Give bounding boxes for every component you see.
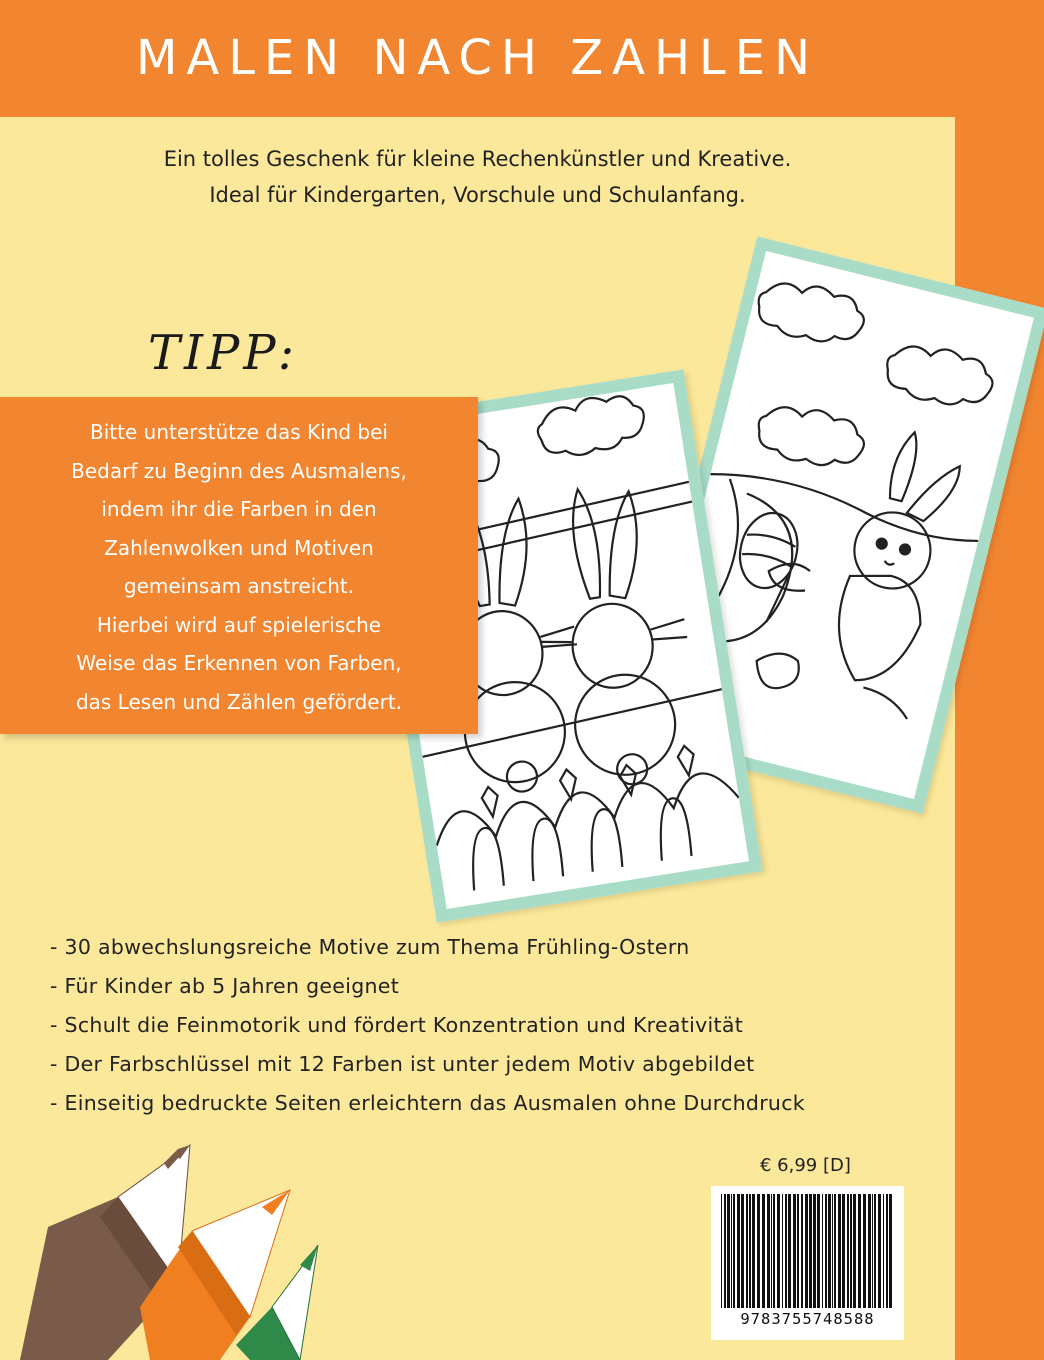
barcode-bar [788,1194,791,1308]
barcode-bar [721,1194,722,1308]
barcode-bar [731,1194,732,1308]
barcode-bar [834,1194,836,1308]
barcode-bar [842,1194,845,1308]
barcode-bar [782,1194,783,1308]
barcode-bar [878,1194,881,1308]
barcode-bar [868,1194,871,1308]
barcode-bar [889,1194,892,1308]
barcode-bar [817,1194,820,1308]
barcode-bar [749,1194,751,1308]
barcode-bar [767,1194,770,1308]
barcode-bar [858,1194,861,1308]
price: € 6,99 [D] [760,1155,851,1176]
feature-item: - 30 abwechslungsreiche Motive zum Thema Frühling-Ostern [50,935,690,959]
barcode-bar [762,1194,765,1308]
barcode-bar [777,1194,780,1308]
tipp-line: gemeinsam anstreicht. [123,574,355,598]
barcode-bar [757,1194,760,1308]
feature-item: - Einseitig bedruckte Seiten erleichtern das Ausmalen ohne Durchdruck [50,1091,805,1115]
barcode-bar [832,1194,833,1308]
barcode-bar [752,1194,755,1308]
tipp-box [0,397,478,734]
tipp-line: das Lesen und Zählen gefördert. [75,689,403,714]
intro-line-2: Ideal für Kindergarten, Vorschule und Schulanfang. [209,183,746,207]
intro-line-1: Ein tolles Geschenk für kleine Rechenkünstler und Kreative. [163,147,792,171]
barcode-bar [793,1194,796,1308]
barcode-bar [853,1194,856,1308]
book-title: MALEN NACH ZAHLEN [135,30,820,86]
feature-item: - Der Farbschlüssel mit 12 Farben ist unter jedem Motiv abgebildet [50,1052,755,1076]
feature-list [50,928,805,1123]
barcode-bar [727,1194,730,1308]
tipp-line: Weise das Erkennen von Farben, [76,651,402,675]
tipp-line: Hierbei wird auf spielerische [96,612,382,637]
barcode-bar [733,1194,735,1308]
barcode-bar [883,1194,884,1308]
barcode-bar [773,1194,775,1308]
feature-item: - Für Kinder ab 5 Jahren geeignet [50,974,400,998]
barcode [711,1186,904,1340]
barcode-bar [741,1194,744,1308]
barcode-bar [822,1194,823,1308]
right-orange-band [955,0,1044,1360]
barcode-bars [719,1194,896,1308]
barcode-bar [850,1194,852,1308]
barcode-bar [797,1194,799,1308]
tipp-line: indem ihr die Farben in den [101,497,377,521]
barcode-bar [785,1194,787,1308]
intro-text [0,141,955,213]
barcode-bar [838,1194,841,1308]
barcode-bar [724,1194,726,1308]
barcode-bar [872,1194,873,1308]
barcode-bar [813,1194,816,1308]
barcode-bar [809,1194,812,1308]
barcode-bar [863,1194,866,1308]
barcode-bar [847,1194,849,1308]
barcode-bar [874,1194,876,1308]
barcode-bar [737,1194,740,1308]
isbn-number: 9783755748588 [740,1310,875,1328]
barcode-bar [886,1194,888,1308]
barcode-bar [746,1194,748,1308]
colored-pencils-illustration [0,1135,340,1360]
feature-item: - Schult die Feinmotorik und fördert Konzentration und Kreativität [50,1013,744,1037]
barcode-bar [825,1194,827,1308]
tipp-line: Bitte unterstütze das Kind bei [90,420,388,444]
barcode-bar [828,1194,831,1308]
barcode-bar [805,1194,808,1308]
barcode-bar [801,1194,803,1308]
tipp-line: Bedarf zu Beginn des Ausmalens, [71,458,407,483]
tipp-line: Zahlenwolken und Motiven [104,535,374,560]
tipp-heading: TIPP: [148,325,299,381]
barcode-bar [771,1194,772,1308]
